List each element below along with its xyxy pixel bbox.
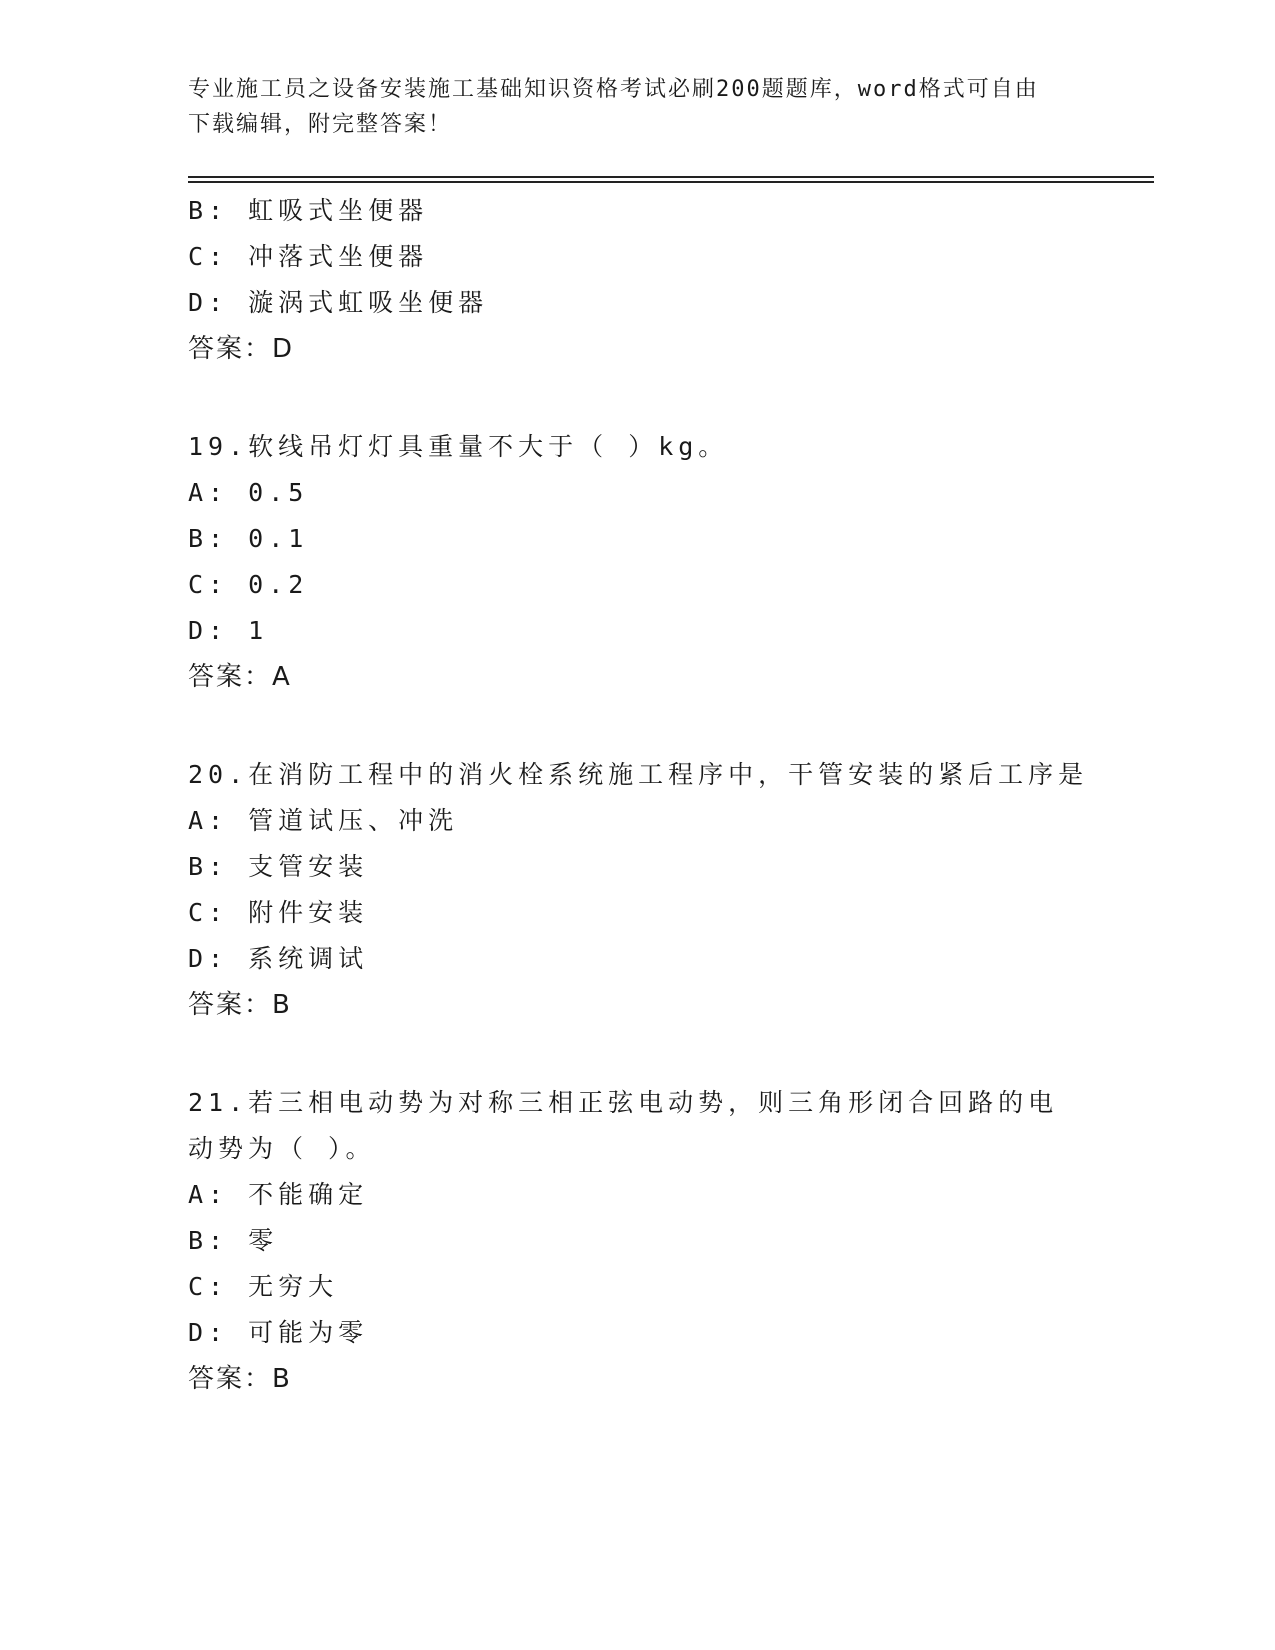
- question-stem: 21.若三相电动势为对称三相正弦电动势，则三角形闭合回路的电动势为（ ）。: [188, 1088, 1059, 1163]
- question-stem: 19.软线吊灯灯具重量不大于（ ）kg。: [188, 432, 729, 461]
- question-19: [188, 424, 1088, 700]
- header-title-line-2: 下载编辑，附完整答案！: [188, 112, 453, 137]
- option-a: A: 不能确定: [188, 1180, 369, 1209]
- option-a: A: 管道试压、冲洗: [188, 806, 459, 835]
- option-d: D: 系统调试: [188, 944, 369, 973]
- answer-line: 答案：B: [188, 990, 292, 1020]
- answer-line: 答案：B: [188, 1364, 292, 1394]
- option-c: C: 0.2: [188, 570, 309, 599]
- header-divider-bottom: [188, 181, 1154, 183]
- header-title-line-1: 专业施工员之设备安装施工基础知识资格考试必刷200题题库，word格式可自由: [188, 77, 1039, 102]
- option-d: D: 可能为零: [188, 1318, 369, 1347]
- option-a: A: 0.5: [188, 478, 309, 507]
- question-stem: 20.在消防工程中的消火栓系统施工程序中，干管安装的紧后工序是: [188, 760, 1089, 789]
- option-d: D: 漩涡式虹吸坐便器: [188, 288, 489, 317]
- option-b: B: 虹吸式坐便器: [188, 196, 429, 225]
- option-b: B: 支管安装: [188, 852, 369, 881]
- option-b: B: 零: [188, 1226, 279, 1255]
- answer-line: 答案：A: [188, 662, 292, 692]
- question-list: [188, 188, 1088, 1402]
- previous-question-continuation: [188, 188, 1088, 372]
- option-c: C: 附件安装: [188, 898, 369, 927]
- header-divider-top: [188, 176, 1154, 178]
- question-21: [188, 1080, 1088, 1402]
- answer-line: 答案：D: [188, 334, 295, 364]
- option-c: C: 冲落式坐便器: [188, 242, 429, 271]
- option-b: B: 0.1: [188, 524, 309, 553]
- option-d: D: 1: [188, 616, 269, 645]
- question-20: [188, 752, 1088, 1028]
- option-c: C: 无穷大: [188, 1272, 339, 1301]
- document-header: [188, 72, 1088, 142]
